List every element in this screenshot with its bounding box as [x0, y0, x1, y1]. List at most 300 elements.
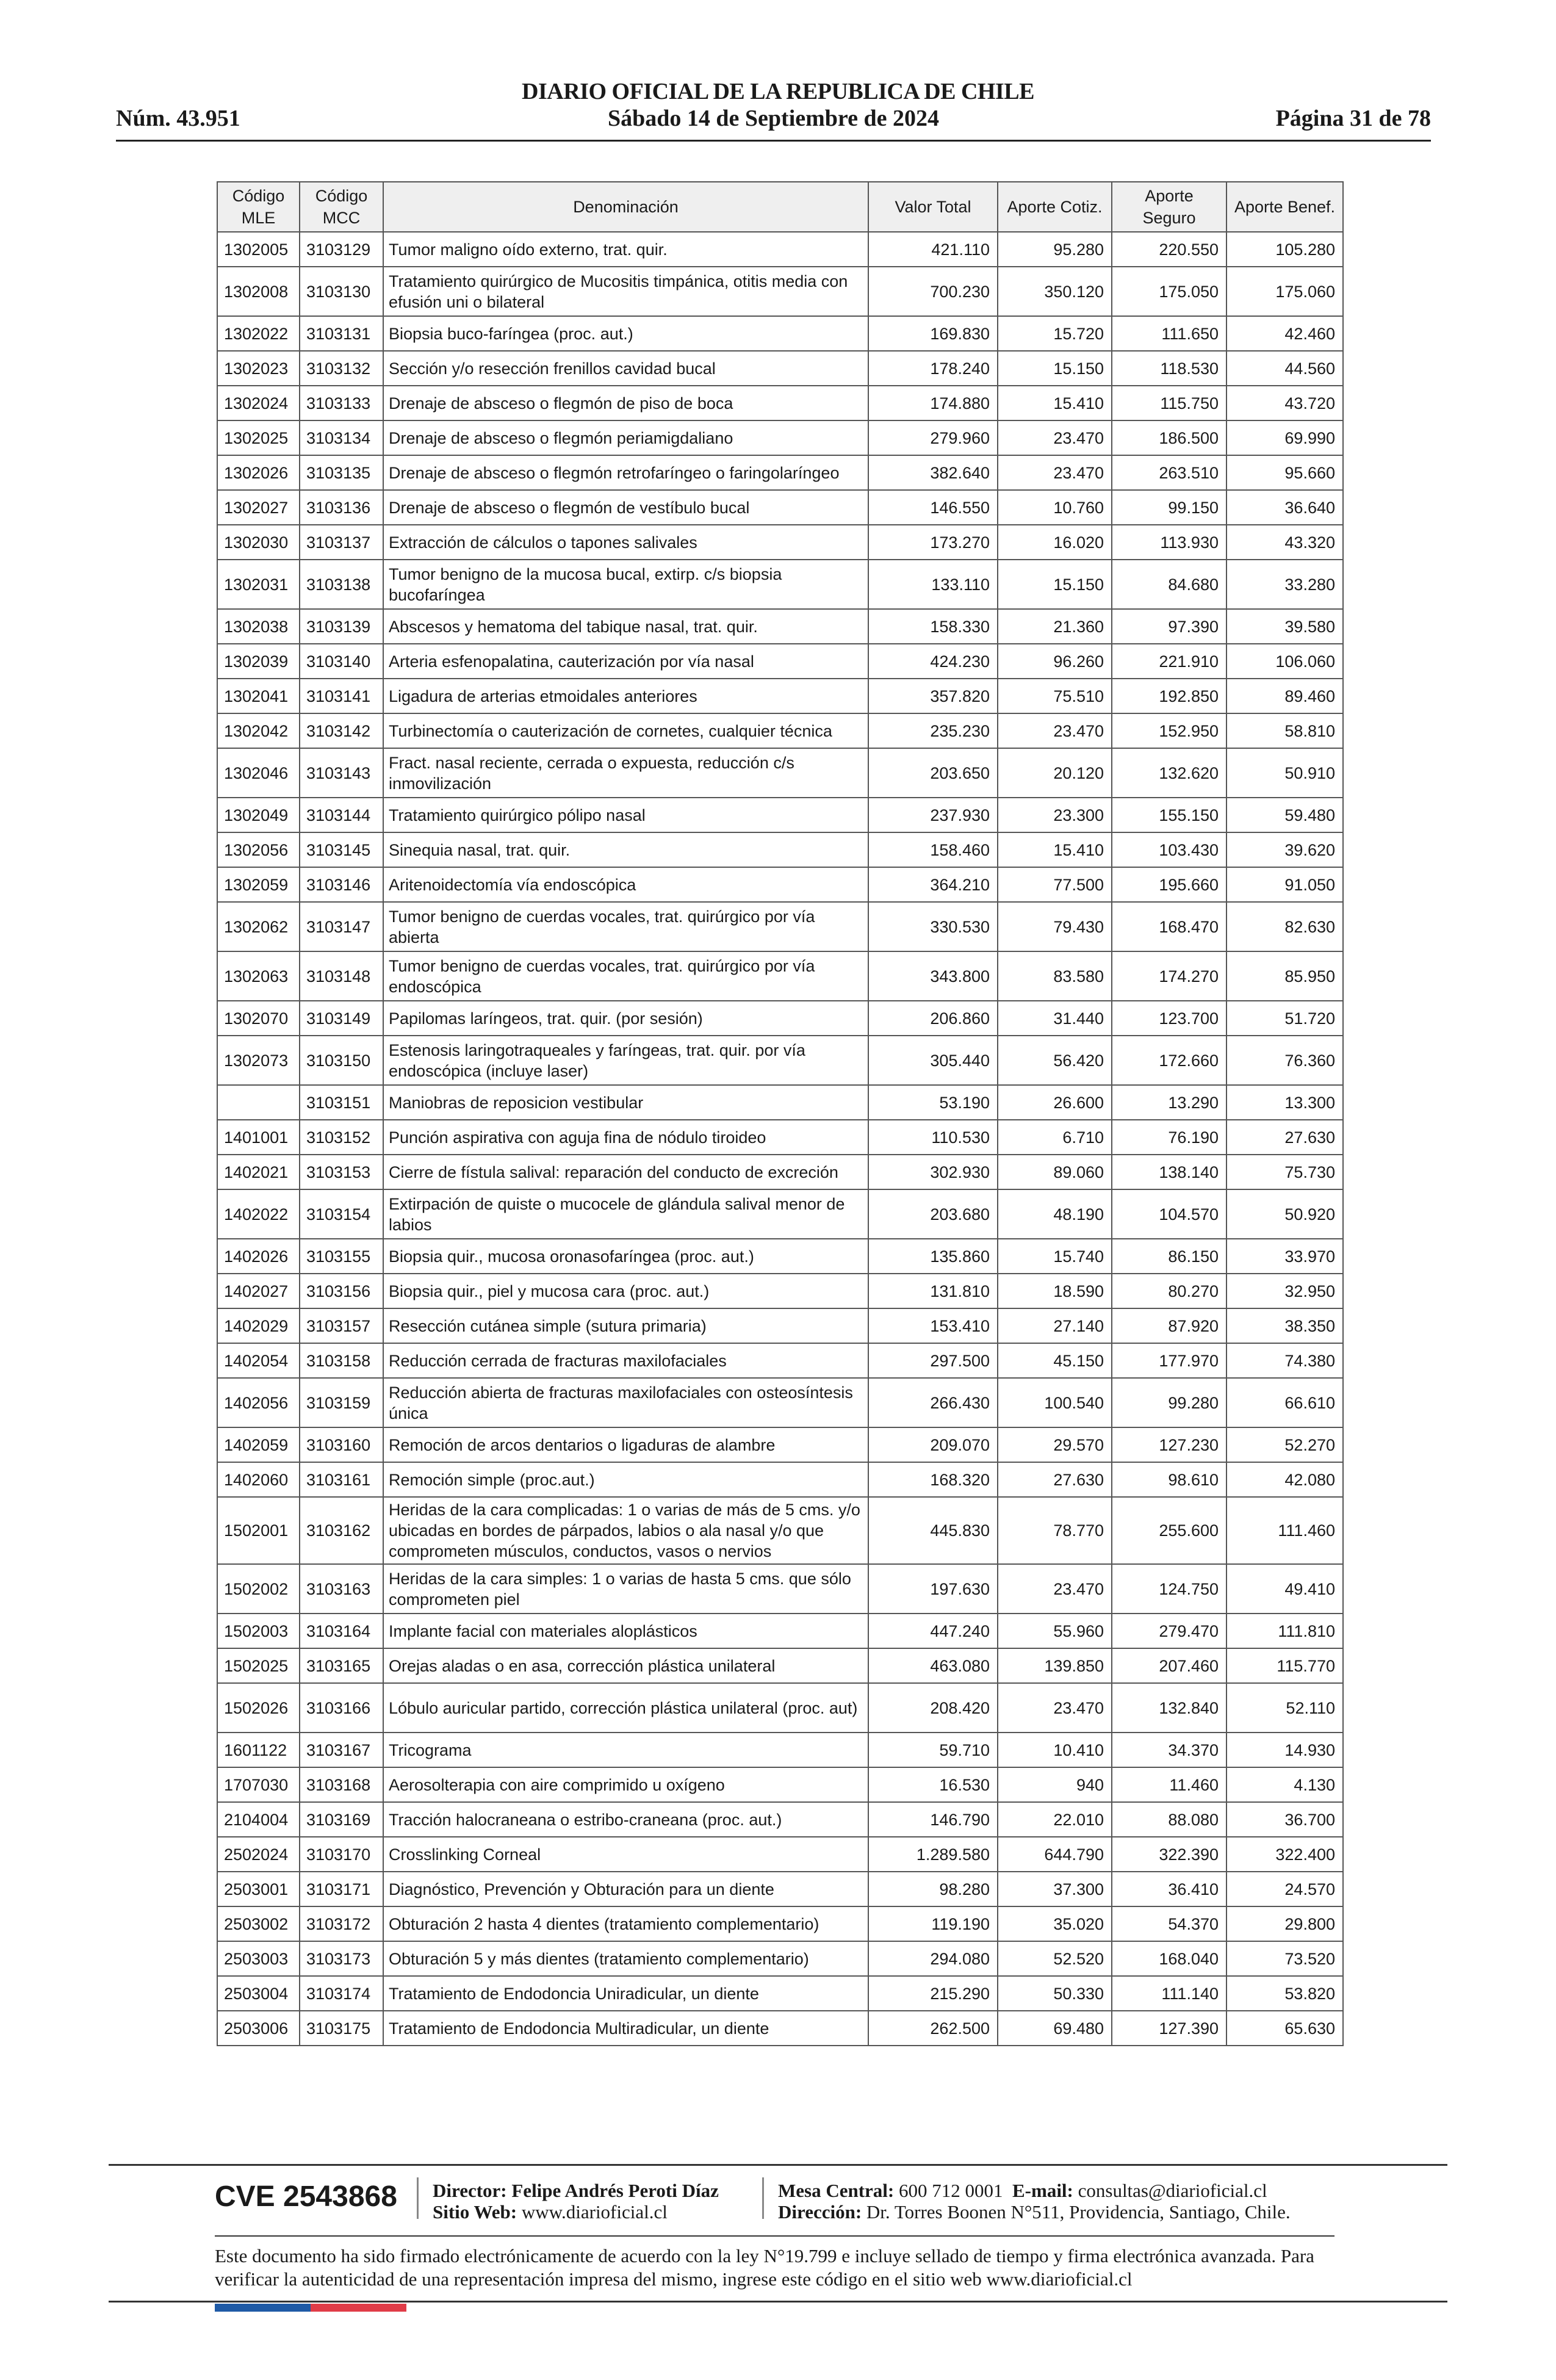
cell-total: 382.640 — [868, 455, 998, 490]
cell-mcc: 3103171 — [300, 1872, 383, 1906]
cell-cotiz: 48.190 — [998, 1189, 1112, 1239]
email-link[interactable]: consultas@diarioficial.cl — [1078, 2180, 1267, 2201]
table-row — [217, 713, 1343, 748]
table-row — [217, 1497, 1343, 1564]
cell-seguro: 132.620 — [1112, 748, 1226, 798]
footer-divider-mid — [215, 2235, 1334, 2237]
cell-mcc: 3103152 — [300, 1120, 383, 1155]
cell-mcc: 3103130 — [300, 267, 383, 316]
cell-mcc: 3103161 — [300, 1462, 383, 1497]
cell-cotiz: 75.510 — [998, 679, 1112, 713]
cell-cotiz: 15.410 — [998, 832, 1112, 867]
cell-benef: 39.620 — [1226, 832, 1343, 867]
cell-name: Aritenoidectomía vía endoscópica — [383, 867, 868, 902]
cell-name: Cierre de fístula salival: reparación del conducto de excreción — [383, 1155, 868, 1189]
benefits-table — [217, 181, 1344, 2046]
footer-separator — [762, 2177, 764, 2219]
cell-name: Sección y/o resección frenillos cavidad bucal — [383, 351, 868, 386]
newspaper-title: DIARIO OFICIAL DE LA REPUBLICA DE CHILE — [522, 79, 1034, 104]
cell-benef: 52.270 — [1226, 1427, 1343, 1462]
cell-mle — [217, 1085, 300, 1120]
table-row — [217, 525, 1343, 560]
cell-seguro: 99.280 — [1112, 1378, 1226, 1427]
cell-seguro: 123.700 — [1112, 1001, 1226, 1036]
cell-mle: 1601122 — [217, 1733, 300, 1767]
cell-name: Extracción de cálculos o tapones salivales — [383, 525, 868, 560]
cell-cotiz: 23.470 — [998, 713, 1112, 748]
cell-mle: 1302005 — [217, 232, 300, 267]
cell-benef: 66.610 — [1226, 1378, 1343, 1427]
cell-mle: 2104004 — [217, 1802, 300, 1837]
cell-mle: 1302030 — [217, 525, 300, 560]
cell-name: Tratamiento de Endodoncia Uniradicular, un diente — [383, 1976, 868, 2011]
cell-name: Abscesos y hematoma del tabique nasal, trat. quir. — [383, 609, 868, 644]
cell-mcc: 3103168 — [300, 1767, 383, 1802]
table-row — [217, 1872, 1343, 1906]
flag-stripe-red — [311, 2304, 406, 2312]
cell-total: 364.210 — [868, 867, 998, 902]
cell-benef: 32.950 — [1226, 1274, 1343, 1308]
cell-seguro: 88.080 — [1112, 1802, 1226, 1837]
table-row — [217, 232, 1343, 267]
cell-seguro: 111.650 — [1112, 316, 1226, 351]
cell-name: Heridas de la cara simples: 1 o varias de hasta 5 cms. que sólo comprometen piel — [383, 1564, 868, 1614]
cell-seguro: 138.140 — [1112, 1155, 1226, 1189]
cell-total: 197.630 — [868, 1564, 998, 1614]
cell-cotiz: 22.010 — [998, 1802, 1112, 1837]
cell-mle: 1302039 — [217, 644, 300, 679]
cell-total: 135.860 — [868, 1239, 998, 1274]
cell-mcc: 3103153 — [300, 1155, 383, 1189]
cell-mcc: 3103173 — [300, 1941, 383, 1976]
cell-benef: 43.720 — [1226, 386, 1343, 420]
cell-cotiz: 16.020 — [998, 525, 1112, 560]
cell-mle: 1402026 — [217, 1239, 300, 1274]
site-label: Sitio Web: — [433, 2201, 517, 2223]
cell-name: Resección cutánea simple (sutura primaria) — [383, 1308, 868, 1343]
cell-cotiz: 69.480 — [998, 2011, 1112, 2046]
cell-total: 174.880 — [868, 386, 998, 420]
cell-mcc: 3103147 — [300, 902, 383, 951]
cell-name: Punción aspirativa con aguja fina de nódulo tiroideo — [383, 1120, 868, 1155]
cell-name: Tumor benigno de cuerdas vocales, trat. quirúrgico por vía abierta — [383, 902, 868, 951]
cell-mle: 2503006 — [217, 2011, 300, 2046]
cell-mle: 2503004 — [217, 1976, 300, 2011]
cell-seguro: 80.270 — [1112, 1274, 1226, 1308]
cell-cotiz: 10.760 — [998, 490, 1112, 525]
cell-total: 266.430 — [868, 1378, 998, 1427]
table-row — [217, 560, 1343, 609]
cell-total: 1.289.580 — [868, 1837, 998, 1872]
cell-mcc: 3103132 — [300, 351, 383, 386]
cell-mcc: 3103149 — [300, 1001, 383, 1036]
cell-benef: 74.380 — [1226, 1343, 1343, 1378]
cell-name: Biopsia quir., piel y mucosa cara (proc. aut.) — [383, 1274, 868, 1308]
cell-seguro: 263.510 — [1112, 455, 1226, 490]
cell-mcc: 3103144 — [300, 798, 383, 832]
cell-name: Orejas aladas o en asa, corrección plástica unilateral — [383, 1648, 868, 1683]
cell-seguro: 127.390 — [1112, 2011, 1226, 2046]
cell-benef: 42.080 — [1226, 1462, 1343, 1497]
cell-mcc: 3103155 — [300, 1239, 383, 1274]
footer-divider-top — [109, 2164, 1447, 2166]
table-row — [217, 1001, 1343, 1036]
cell-seguro: 115.750 — [1112, 386, 1226, 420]
cell-seguro: 195.660 — [1112, 867, 1226, 902]
cell-mle: 1302026 — [217, 455, 300, 490]
cell-benef: 38.350 — [1226, 1308, 1343, 1343]
cell-name: Implante facial con materiales aloplásticos — [383, 1614, 868, 1648]
cell-cotiz: 56.420 — [998, 1036, 1112, 1085]
cell-benef: 39.580 — [1226, 609, 1343, 644]
cell-cotiz: 15.150 — [998, 560, 1112, 609]
cell-mle: 1402060 — [217, 1462, 300, 1497]
cell-seguro: 87.920 — [1112, 1308, 1226, 1343]
cell-cotiz: 20.120 — [998, 748, 1112, 798]
cell-cotiz: 35.020 — [998, 1906, 1112, 1941]
cell-name: Tumor benigno de cuerdas vocales, trat. quirúrgico por vía endoscópica — [383, 951, 868, 1001]
cell-mle: 1302042 — [217, 713, 300, 748]
column-header-mcc: Código MCC — [300, 182, 383, 232]
cell-benef: 36.640 — [1226, 490, 1343, 525]
legal-notice: Este documento ha sido firmado electrónicamente de acuerdo con la ley N°19.799 e incluye sellado de tiempo y firma electrónica avanzada. Para verificar la autenticidad de una representación impresa del mismo, ingrese este código en el sitio web www.diarioficial.cl — [215, 2245, 1314, 2290]
mesa-phone: 600 712 0001 — [899, 2180, 1003, 2201]
cell-mcc: 3103142 — [300, 713, 383, 748]
cell-seguro: 172.660 — [1112, 1036, 1226, 1085]
cell-mcc: 3103164 — [300, 1614, 383, 1648]
cell-mcc: 3103138 — [300, 560, 383, 609]
cell-mle: 1402054 — [217, 1343, 300, 1378]
cell-mle: 1302046 — [217, 748, 300, 798]
table-row — [217, 1427, 1343, 1462]
cell-cotiz: 79.430 — [998, 902, 1112, 951]
cell-mle: 1302022 — [217, 316, 300, 351]
cell-seguro: 124.750 — [1112, 1564, 1226, 1614]
cell-name: Obturación 5 y más dientes (tratamiento complementario) — [383, 1941, 868, 1976]
cell-cotiz: 55.960 — [998, 1614, 1112, 1648]
cell-mle: 1401001 — [217, 1120, 300, 1155]
cell-total: 215.290 — [868, 1976, 998, 2011]
cell-total: 343.800 — [868, 951, 998, 1001]
cell-mcc: 3103140 — [300, 644, 383, 679]
cell-name: Tratamiento quirúrgico pólipo nasal — [383, 798, 868, 832]
cell-total: 146.550 — [868, 490, 998, 525]
cell-cotiz: 18.590 — [998, 1274, 1112, 1308]
cell-benef: 82.630 — [1226, 902, 1343, 951]
cell-mcc: 3103166 — [300, 1683, 383, 1733]
cell-mle: 1302049 — [217, 798, 300, 832]
table-row — [217, 832, 1343, 867]
cell-name: Ligadura de arterias etmoidales anteriores — [383, 679, 868, 713]
table-row — [217, 1683, 1343, 1733]
cell-mcc: 3103154 — [300, 1189, 383, 1239]
cell-name: Tratamiento quirúrgico de Mucositis timpánica, otitis media con efusión uni o bilateral — [383, 267, 868, 316]
cell-mcc: 3103165 — [300, 1648, 383, 1683]
cell-total: 302.930 — [868, 1155, 998, 1189]
flag-stripe-blue — [215, 2304, 311, 2312]
cell-benef: 106.060 — [1226, 644, 1343, 679]
table-row — [217, 1837, 1343, 1872]
cell-mcc: 3103151 — [300, 1085, 383, 1120]
cell-benef: 24.570 — [1226, 1872, 1343, 1906]
cell-mle: 1302059 — [217, 867, 300, 902]
cell-name: Heridas de la cara complicadas: 1 o varias de más de 5 cms. y/o ubicadas en bordes de párpados, labios o ala nasal y/o que comprometen músculos, conductos, vasos o nervios — [383, 1497, 868, 1564]
cell-name: Diagnóstico, Prevención y Obturación para un diente — [383, 1872, 868, 1906]
cell-mcc: 3103169 — [300, 1802, 383, 1837]
cell-seguro: 113.930 — [1112, 525, 1226, 560]
table-row — [217, 267, 1343, 316]
cell-cotiz: 77.500 — [998, 867, 1112, 902]
cell-name: Biopsia quir., mucosa oronasofaríngea (proc. aut.) — [383, 1239, 868, 1274]
cell-mcc: 3103156 — [300, 1274, 383, 1308]
cell-benef: 75.730 — [1226, 1155, 1343, 1189]
cell-name: Papilomas laríngeos, trat. quir. (por sesión) — [383, 1001, 868, 1036]
cell-cotiz: 23.300 — [998, 798, 1112, 832]
cell-mle: 1302031 — [217, 560, 300, 609]
header-divider — [116, 140, 1431, 142]
cell-name: Fract. nasal reciente, cerrada o expuesta, reducción c/s inmovilización — [383, 748, 868, 798]
cell-cotiz: 95.280 — [998, 232, 1112, 267]
cell-name: Obturación 2 hasta 4 dientes (tratamiento complementario) — [383, 1906, 868, 1941]
cell-seguro: 168.040 — [1112, 1941, 1226, 1976]
cell-name: Biopsia buco-faríngea (proc. aut.) — [383, 316, 868, 351]
cell-mle: 1502001 — [217, 1497, 300, 1564]
cell-benef: 13.300 — [1226, 1085, 1343, 1120]
cell-cotiz: 6.710 — [998, 1120, 1112, 1155]
cell-cotiz: 45.150 — [998, 1343, 1112, 1378]
cell-cotiz: 29.570 — [998, 1427, 1112, 1462]
cell-seguro: 152.950 — [1112, 713, 1226, 748]
cell-total: 463.080 — [868, 1648, 998, 1683]
cell-mle: 1302024 — [217, 386, 300, 420]
issue-date: Sábado 14 de Septiembre de 2024 — [608, 106, 939, 131]
column-header-benef: Aporte Benef. — [1226, 182, 1343, 232]
table-body — [217, 232, 1343, 2046]
cell-total: 153.410 — [868, 1308, 998, 1343]
cell-cotiz: 23.470 — [998, 420, 1112, 455]
table-row — [217, 679, 1343, 713]
cell-cotiz: 644.790 — [998, 1837, 1112, 1872]
table-row — [217, 1733, 1343, 1767]
cell-name: Lóbulo auricular partido, corrección plástica unilateral (proc. aut) — [383, 1683, 868, 1733]
cell-benef: 14.930 — [1226, 1733, 1343, 1767]
cell-benef: 59.480 — [1226, 798, 1343, 832]
cell-name: Drenaje de absceso o flegmón retrofaríngeo o faringolaríngeo — [383, 455, 868, 490]
table-row — [217, 1976, 1343, 2011]
table-row — [217, 951, 1343, 1001]
cell-benef: 111.460 — [1226, 1497, 1343, 1564]
cell-name: Reducción cerrada de fracturas maxilofaciales — [383, 1343, 868, 1378]
cell-total: 305.440 — [868, 1036, 998, 1085]
cell-total: 158.330 — [868, 609, 998, 644]
cell-benef: 53.820 — [1226, 1976, 1343, 2011]
cell-benef: 111.810 — [1226, 1614, 1343, 1648]
cell-mle: 1302073 — [217, 1036, 300, 1085]
cell-mle: 1302062 — [217, 902, 300, 951]
cell-seguro: 36.410 — [1112, 1872, 1226, 1906]
director-name: Felipe Andrés Peroti Díaz — [511, 2180, 719, 2201]
cell-mle: 1502002 — [217, 1564, 300, 1614]
table-row — [217, 1648, 1343, 1683]
cell-total: 357.820 — [868, 679, 998, 713]
cell-mle: 2503002 — [217, 1906, 300, 1941]
cell-benef: 91.050 — [1226, 867, 1343, 902]
cell-benef: 44.560 — [1226, 351, 1343, 386]
cell-name: Tumor maligno oído externo, trat. quir. — [383, 232, 868, 267]
cell-name: Tumor benigno de la mucosa bucal, extirp. c/s biopsia bucofaríngea — [383, 560, 868, 609]
cell-seguro: 84.680 — [1112, 560, 1226, 609]
cell-benef: 52.110 — [1226, 1683, 1343, 1733]
cell-benef: 58.810 — [1226, 713, 1343, 748]
mesa-label: Mesa Central: — [778, 2180, 895, 2201]
table-row — [217, 1343, 1343, 1378]
cell-name: Tricograma — [383, 1733, 868, 1767]
cell-seguro: 86.150 — [1112, 1239, 1226, 1274]
cell-mle: 1402029 — [217, 1308, 300, 1343]
cell-cotiz: 31.440 — [998, 1001, 1112, 1036]
cell-total: 131.810 — [868, 1274, 998, 1308]
column-header-cotiz: Aporte Cotiz. — [998, 182, 1112, 232]
cell-name: Crosslinking Corneal — [383, 1837, 868, 1872]
cell-total: 330.530 — [868, 902, 998, 951]
cell-mcc: 3103174 — [300, 1976, 383, 2011]
cell-seguro: 98.610 — [1112, 1462, 1226, 1497]
cell-mcc: 3103163 — [300, 1564, 383, 1614]
cell-mle: 1502003 — [217, 1614, 300, 1648]
footer-divider-bottom — [109, 2301, 1447, 2302]
cell-cotiz: 83.580 — [998, 951, 1112, 1001]
site-link[interactable]: www.diarioficial.cl — [521, 2201, 668, 2223]
table-row — [217, 316, 1343, 351]
cell-seguro: 186.500 — [1112, 420, 1226, 455]
cell-seguro: 220.550 — [1112, 232, 1226, 267]
cell-mcc: 3103134 — [300, 420, 383, 455]
cell-mle: 1402027 — [217, 1274, 300, 1308]
cell-mcc: 3103157 — [300, 1308, 383, 1343]
cell-mcc: 3103137 — [300, 525, 383, 560]
footer-separator — [417, 2177, 419, 2219]
cell-cotiz: 89.060 — [998, 1155, 1112, 1189]
cell-mle: 1402021 — [217, 1155, 300, 1189]
cell-mcc: 3103160 — [300, 1427, 383, 1462]
cell-cotiz: 78.770 — [998, 1497, 1112, 1564]
cell-benef: 73.520 — [1226, 1941, 1343, 1976]
cell-mcc: 3103172 — [300, 1906, 383, 1941]
cell-mle: 1402059 — [217, 1427, 300, 1462]
cell-mcc: 3103135 — [300, 455, 383, 490]
cell-cotiz: 27.140 — [998, 1308, 1112, 1343]
cell-total: 235.230 — [868, 713, 998, 748]
cell-benef: 322.400 — [1226, 1837, 1343, 1872]
table-row — [217, 1085, 1343, 1120]
issue-number: Núm. 43.951 — [116, 106, 240, 131]
table-row — [217, 1941, 1343, 1976]
page-number: Página 31 de 78 — [1275, 106, 1431, 131]
cell-seguro: 279.470 — [1112, 1614, 1226, 1648]
cell-cotiz: 15.720 — [998, 316, 1112, 351]
cell-name: Reducción abierta de fracturas maxilofaciales con osteosíntesis única — [383, 1378, 868, 1427]
table-row — [217, 1036, 1343, 1085]
contact-block — [778, 2180, 1291, 2223]
cell-mle: 1302070 — [217, 1001, 300, 1036]
cell-mcc: 3103141 — [300, 679, 383, 713]
cell-seguro: 54.370 — [1112, 1906, 1226, 1941]
cell-mle: 1302041 — [217, 679, 300, 713]
cell-total: 294.080 — [868, 1941, 998, 1976]
cell-benef: 69.990 — [1226, 420, 1343, 455]
cell-seguro: 76.190 — [1112, 1120, 1226, 1155]
cell-total: 203.650 — [868, 748, 998, 798]
table-row — [217, 1239, 1343, 1274]
cell-cotiz: 21.360 — [998, 609, 1112, 644]
cell-seguro: 104.570 — [1112, 1189, 1226, 1239]
table-row — [217, 609, 1343, 644]
cell-mle: 1502026 — [217, 1683, 300, 1733]
cell-cotiz: 26.600 — [998, 1085, 1112, 1120]
cell-mcc: 3103146 — [300, 867, 383, 902]
email-label: E-mail: — [1012, 2180, 1073, 2201]
address-label: Dirección: — [778, 2201, 862, 2223]
cell-total: 297.500 — [868, 1343, 998, 1378]
cell-benef: 51.720 — [1226, 1001, 1343, 1036]
cell-seguro: 13.290 — [1112, 1085, 1226, 1120]
cell-total: 169.830 — [868, 316, 998, 351]
cell-total: 445.830 — [868, 1497, 998, 1564]
cell-mle: 1302023 — [217, 351, 300, 386]
cell-mle: 1302063 — [217, 951, 300, 1001]
cell-name: Arteria esfenopalatina, cauterización por vía nasal — [383, 644, 868, 679]
cell-total: 209.070 — [868, 1427, 998, 1462]
cell-benef: 115.770 — [1226, 1648, 1343, 1683]
cell-seguro: 111.140 — [1112, 1976, 1226, 2011]
cell-benef: 27.630 — [1226, 1120, 1343, 1155]
cell-mcc: 3103129 — [300, 232, 383, 267]
cve-code: CVE 2543868 — [215, 2180, 397, 2213]
cell-total: 98.280 — [868, 1872, 998, 1906]
cell-mcc: 3103133 — [300, 386, 383, 420]
cell-name: Remoción de arcos dentarios o ligaduras de alambre — [383, 1427, 868, 1462]
table-row — [217, 455, 1343, 490]
table-row — [217, 1189, 1343, 1239]
cell-seguro: 34.370 — [1112, 1733, 1226, 1767]
cell-mcc: 3103145 — [300, 832, 383, 867]
cell-cotiz: 15.410 — [998, 386, 1112, 420]
table-row — [217, 351, 1343, 386]
cell-seguro: 11.460 — [1112, 1767, 1226, 1802]
column-header-name: Denominación — [383, 182, 868, 232]
cell-seguro: 221.910 — [1112, 644, 1226, 679]
cell-benef: 49.410 — [1226, 1564, 1343, 1614]
cell-mle: 1302027 — [217, 490, 300, 525]
cell-total: 206.860 — [868, 1001, 998, 1036]
cell-total: 158.460 — [868, 832, 998, 867]
cell-total: 16.530 — [868, 1767, 998, 1802]
cell-mcc: 3103159 — [300, 1378, 383, 1427]
cell-mle: 1502025 — [217, 1648, 300, 1683]
cell-benef: 33.280 — [1226, 560, 1343, 609]
cell-name: Drenaje de absceso o flegmón de vestíbulo bucal — [383, 490, 868, 525]
table-row — [217, 1767, 1343, 1802]
cell-seguro: 127.230 — [1112, 1427, 1226, 1462]
cell-name: Maniobras de reposicion vestibular — [383, 1085, 868, 1120]
cell-seguro: 207.460 — [1112, 1648, 1226, 1683]
cell-seguro: 255.600 — [1112, 1497, 1226, 1564]
cell-mcc: 3103148 — [300, 951, 383, 1001]
table-row — [217, 867, 1343, 902]
cell-cotiz: 15.150 — [998, 351, 1112, 386]
cell-total: 424.230 — [868, 644, 998, 679]
cell-total: 53.190 — [868, 1085, 998, 1120]
